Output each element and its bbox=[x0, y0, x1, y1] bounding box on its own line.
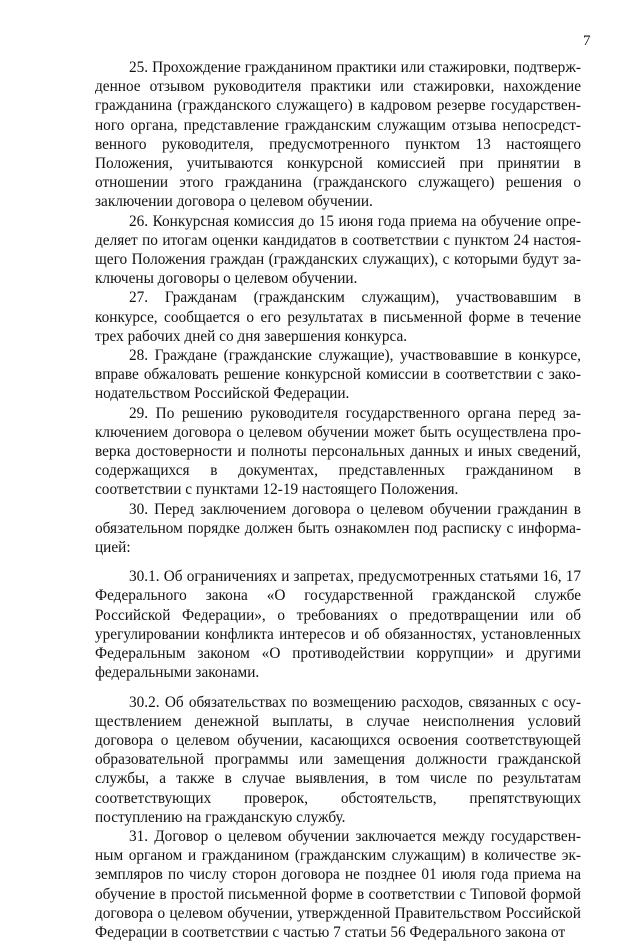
paragraph-27: 27. Гражданам (гражданским служащим), участвовавшим в конкурсе, сообщается о его результатах в письменной форме в течение трех рабочих дней со дня завершения конкурса. bbox=[95, 289, 581, 345]
paragraph-25: 25. Прохождение гражданином практики или стажировки, подтвержденное отзывом руководителя практики или стажировки, нахождение гражданина (гражданского служащего) в кадровом резерве государственного органа, представление гражданским служащим отзыва непосредственного руководителя, предусмотренного пунктом 13 настоящего Положения, учитываются конкурсной комиссией при принятии в отношении этого гражданина (гражданского служащего) решения о заключении договора о целевом обучении. bbox=[95, 59, 581, 211]
paragraph-29: 29. По решению руководителя государственного органа перед заключением договора о целевом обучении может быть осуществлена проверка достоверности и полноты персональных данных и иных сведений, содержащихся в документах, представленных гражданином в соответствии с пунктами 12-19 настоящего Положения. bbox=[95, 404, 581, 499]
paragraph-30-2: 30.2. Об обязательствах по возмещению расходов, связанных с осуществлением денежной выплаты, в случае неисполнения условий договора о целевом обучении, касающихся освоения соответствующей образовательной программы или замещения должности гражданской службы, а также в случае выявления, в том числе по результатам соответствующих проверок, обстоятельств, препятствующих поступлению на гражданскую службу. bbox=[95, 693, 581, 826]
document-body bbox=[95, 58, 581, 942]
paragraph-28: 28. Граждане (гражданские служащие), участвовавшие в конкурсе, вправе обжаловать решение конкурсной комиссии в соответствии с законодательством Российской Федерации. bbox=[95, 347, 581, 403]
paragraph-26: 26. Конкурсная комиссия до 15 июня года приема на обучение определяет по итогам оценки кандидатов в соответствии с пунктом 24 настоящего Положения граждан (гражданских служащих), с которыми будут заключены договоры о целевом обучении. bbox=[95, 212, 581, 288]
paragraph-30-1: 30.1. Об ограничениях и запретах, предусмотренных статьями 16, 17 Федерального закона «О государственной гражданской службе Российской Федерации», о требованиях о предотвращении или об урегулировании конфликта интересов и об обязанностях, установленных Федеральным законом «О противодействии коррупции» и другими федеральными законами. bbox=[95, 568, 581, 682]
page-number: 7 bbox=[583, 33, 591, 49]
paragraph-31: 31. Договор о целевом обучении заключается между государственным органом и гражданином (гражданским служащим) в количестве экземпляров по числу сторон договора не позднее 01 июля года приема на обучение в простой письменной форме в соответствии с Типовой формой договора о целевом обучении, утвержденной Правительством Российской Федерации в соответствии с частью 7 статьи 56 Федерального закона от bbox=[95, 827, 581, 941]
paragraph-30: 30. Перед заключением договора о целевом обучении гражданин в обязательном порядке должен быть ознакомлен под расписку с информацией: bbox=[95, 500, 581, 557]
